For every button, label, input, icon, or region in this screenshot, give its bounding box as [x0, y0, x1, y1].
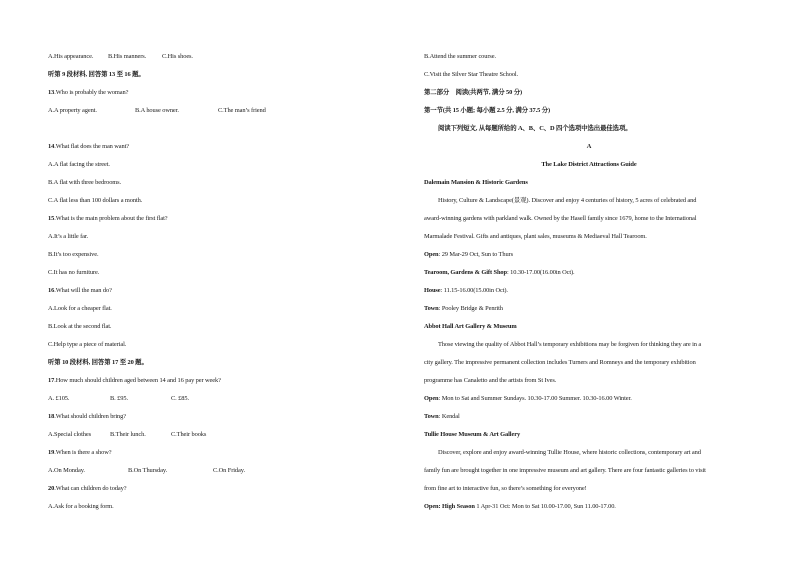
question-text: .What should children bring?	[54, 413, 126, 420]
paragraph-start: Those viewing the quality of Abbot Hall’s temporary exhibitions may be forgiven for thinking they are in a	[438, 341, 702, 348]
answer-option: B. £95.	[110, 395, 128, 402]
question-number: 18	[48, 413, 55, 420]
question-text: .When is there a show?	[54, 449, 112, 456]
passage-title: A	[586, 143, 592, 150]
answer-option: B.On Thursday.	[128, 467, 168, 474]
text-line: C.Help type a piece of material.	[48, 341, 127, 348]
section-heading: 第一节(共 15 小题; 每小题 2.5 分, 满分 37.5 分)	[424, 107, 551, 114]
question-number: 17	[48, 377, 55, 384]
section-heading: Abbot Hall Art Gallery & Museum	[424, 323, 517, 330]
question-text: .What is the main problem about the first flat?	[54, 215, 168, 222]
question-number: 13	[48, 89, 55, 96]
answer-option: C.The man’s friend	[218, 107, 266, 114]
info-line	[424, 502, 616, 511]
text-line: A.Look for a cheaper flat.	[48, 305, 112, 312]
text-line: from fine art to interactive fun, so there’s something for everyone!	[424, 485, 587, 492]
question-line	[48, 376, 221, 385]
text-line: programme has Canaletto and the artists from St Ives.	[424, 377, 557, 384]
text-line: C.Visit the Silver Star Theatre School.	[424, 71, 519, 78]
section-heading: 第二部分 阅读(共两节, 满分 50 分)	[424, 89, 523, 96]
text-line: B.Look at the second flat.	[48, 323, 112, 330]
answer-option: C. £85.	[171, 395, 189, 402]
section-heading: Dalemain Mansion & Historic Gardens	[424, 179, 528, 186]
info-value: : 11.15-16.00(15.00in Oct).	[440, 287, 508, 294]
info-value: : 10.30-17.00(16.00in Oct).	[506, 269, 575, 276]
question-text: .What can children do today?	[54, 485, 127, 492]
question-text: .Who is probably the woman?	[54, 89, 129, 96]
question-line	[48, 214, 168, 223]
answer-option: A.On Monday.	[48, 467, 85, 474]
question-number: 20	[48, 485, 55, 492]
info-line	[424, 304, 503, 313]
text-line: A.A flat facing the street.	[48, 161, 110, 168]
question-line	[48, 448, 111, 457]
question-line	[48, 142, 129, 151]
question-number: 14	[48, 143, 55, 150]
paragraph-start: Discover, explore and enjoy award-winning Tullie House, where historic collections, contemporary art and	[438, 449, 701, 456]
info-line	[424, 250, 513, 259]
info-line	[424, 268, 575, 277]
text-line: A.It’s a little far.	[48, 233, 89, 240]
answer-option: A.A property agent.	[48, 107, 97, 114]
answer-option: A.His appearance.	[48, 53, 94, 60]
text-line: C.A flat less than 100 dollars a month.	[48, 197, 143, 204]
answer-option: B.His manners.	[108, 53, 147, 60]
info-line	[424, 412, 460, 421]
text-line: city gallery. The impressive permanent collection includes Turners and Romneys and the temporary exhibition	[424, 359, 696, 366]
info-label: House	[424, 287, 441, 294]
info-label: Town	[424, 305, 439, 312]
info-label: Tearoom, Gardens & Gift Shop	[424, 269, 507, 276]
section-heading: 听第 9 段材料, 回答第 13 至 16 题。	[48, 71, 145, 78]
info-value: 1 Apr-31 Oct: Mon to Sat 10.00-17.00, Sun 11.00-17.00.	[474, 503, 616, 510]
answer-option: A.Special clothes	[48, 431, 92, 438]
instruction-text: 阅读下列短文, 从每题所给的 A、B、C、D 四个选项中选出最佳选项。	[438, 125, 632, 132]
info-label: Open	[424, 251, 439, 258]
question-text: .What flat does the man want?	[54, 143, 130, 150]
answer-option: C.Their books	[171, 431, 207, 438]
answer-option: C.On Friday.	[213, 467, 245, 474]
text-line: family fun are brought together in one impressive museum and art gallery. There are four fantastic galleries to visit	[424, 467, 706, 474]
info-value: : Kendal	[438, 413, 460, 420]
info-line	[424, 286, 508, 295]
info-value: : Pooley Bridge & Penrith	[438, 305, 503, 312]
section-heading: Tullie House Museum & Art Gallery	[424, 431, 521, 438]
text-line: award-winning gardens with parkland walk. Owned by the Hasell family since 1679, home to the International	[424, 215, 697, 222]
answer-option: A. £105.	[48, 395, 70, 402]
paragraph-start: History, Culture & Landscape(景观). Discover and enjoy 4 centuries of history, 5 acres of celebrated and	[438, 197, 697, 204]
text-line: Marmalade Festival. Gifts and antiques, plant sales, museums & Mediaeval Hall Tearoom.	[424, 233, 647, 240]
section-heading: 听第 10 段材料, 回答第 17 至 20 题。	[48, 359, 148, 366]
question-text: .What will the man do?	[54, 287, 112, 294]
answer-option: B.A house owner.	[135, 107, 179, 114]
question-text: .How much should children aged between 14 and 16 pay per week?	[54, 377, 221, 384]
passage-title: The Lake District Attractions Guide	[541, 161, 637, 168]
question-line	[48, 412, 126, 421]
text-line: C.It has no furniture.	[48, 269, 100, 276]
answer-option: C.His shoes.	[162, 53, 193, 60]
info-label: Open: High Season	[424, 503, 475, 510]
text-line: A.Ask for a booking form.	[48, 503, 114, 510]
info-line	[424, 394, 632, 403]
question-number: 15	[48, 215, 55, 222]
text-line: B.A flat with three bedrooms.	[48, 179, 122, 186]
question-number: 16	[48, 287, 55, 294]
answer-option: B.Their lunch.	[110, 431, 146, 438]
info-label: Open	[424, 395, 439, 402]
question-number: 19	[48, 449, 55, 456]
info-value: : Mon to Sat and Summer Sundays. 10.30-17.00 Summer. 10.30-16.00 Winter.	[438, 395, 632, 402]
info-value: : 29 Mar-29 Oct, Sun to Thurs	[438, 251, 513, 258]
question-line	[48, 484, 126, 493]
info-label: Town	[424, 413, 439, 420]
question-line	[48, 286, 112, 295]
text-line: B.Attend the summer course.	[424, 53, 497, 60]
question-line	[48, 88, 128, 97]
text-line: B.It’s too expensive.	[48, 251, 99, 258]
